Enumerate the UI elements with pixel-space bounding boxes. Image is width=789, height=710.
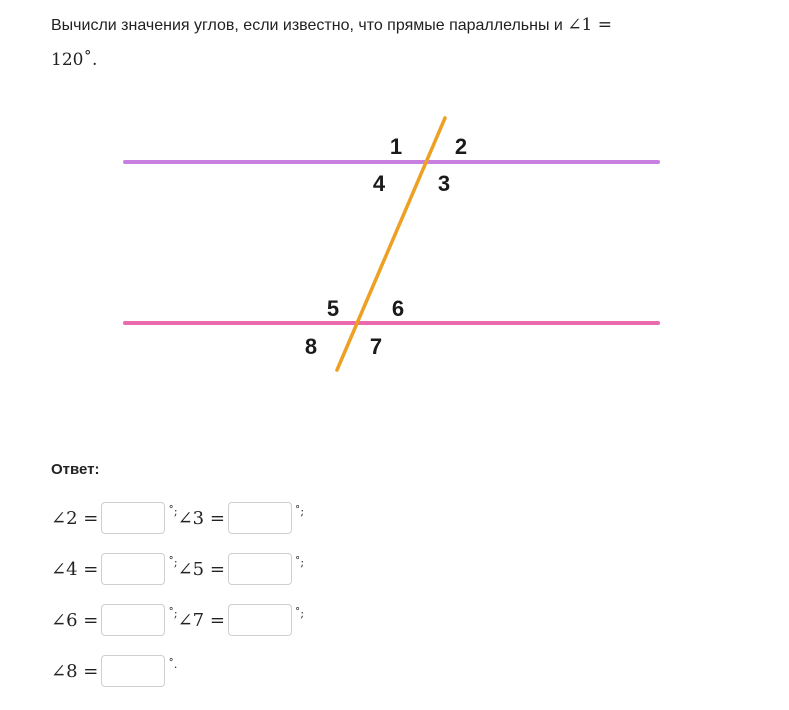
angle-6-input[interactable] — [101, 604, 165, 636]
angle-8-label: ∠8 = — [51, 660, 99, 682]
angle-2-label: ∠2 = — [51, 507, 99, 529]
angle-4-label: ∠4 = — [51, 558, 99, 580]
angle-4-suffix: ˚; — [168, 555, 178, 569]
answer-row-3 — [51, 602, 304, 638]
answer-row-4 — [51, 653, 177, 689]
angle-5-suffix: ˚; — [294, 555, 305, 569]
angle-label-2: 2 — [454, 134, 468, 159]
angle-label-6: 6 — [391, 296, 405, 321]
answer-row-1 — [51, 500, 304, 536]
question-angle: ∠1 = — [567, 15, 613, 35]
angle-7-label: ∠7 = — [177, 609, 225, 631]
angle-4-input[interactable] — [101, 553, 165, 585]
angle-5-label: ∠5 = — [177, 558, 225, 580]
angle-3-label: ∠3 = — [177, 507, 225, 529]
angle-3-suffix: ˚; — [294, 504, 305, 518]
angle-label-4: 4 — [372, 171, 386, 196]
angle-3-input[interactable] — [228, 502, 292, 534]
angle-2-input[interactable] — [101, 502, 165, 534]
angle-8-suffix: ˚. — [168, 657, 178, 671]
angle-2-suffix: ˚; — [168, 504, 178, 518]
angle-label-8: 8 — [304, 334, 318, 359]
question-statement: Вычисли значения углов, если известно, что прямые параллельны и — [51, 17, 568, 34]
angle-label-3: 3 — [437, 171, 451, 196]
angle-label-5: 5 — [326, 296, 340, 321]
angle-label-7: 7 — [369, 334, 383, 359]
answer-row-2 — [51, 551, 304, 587]
question-angle-value: 120˚. — [51, 50, 98, 70]
angle-6-suffix: ˚; — [168, 606, 178, 620]
angle-7-input[interactable] — [228, 604, 292, 636]
angle-8-input[interactable] — [101, 655, 165, 687]
angle-label-1: 1 — [389, 134, 403, 159]
answer-title: Ответ: — [51, 461, 100, 478]
angle-5-input[interactable] — [228, 553, 292, 585]
angle-6-label: ∠6 = — [51, 609, 99, 631]
angle-7-suffix: ˚; — [294, 606, 305, 620]
